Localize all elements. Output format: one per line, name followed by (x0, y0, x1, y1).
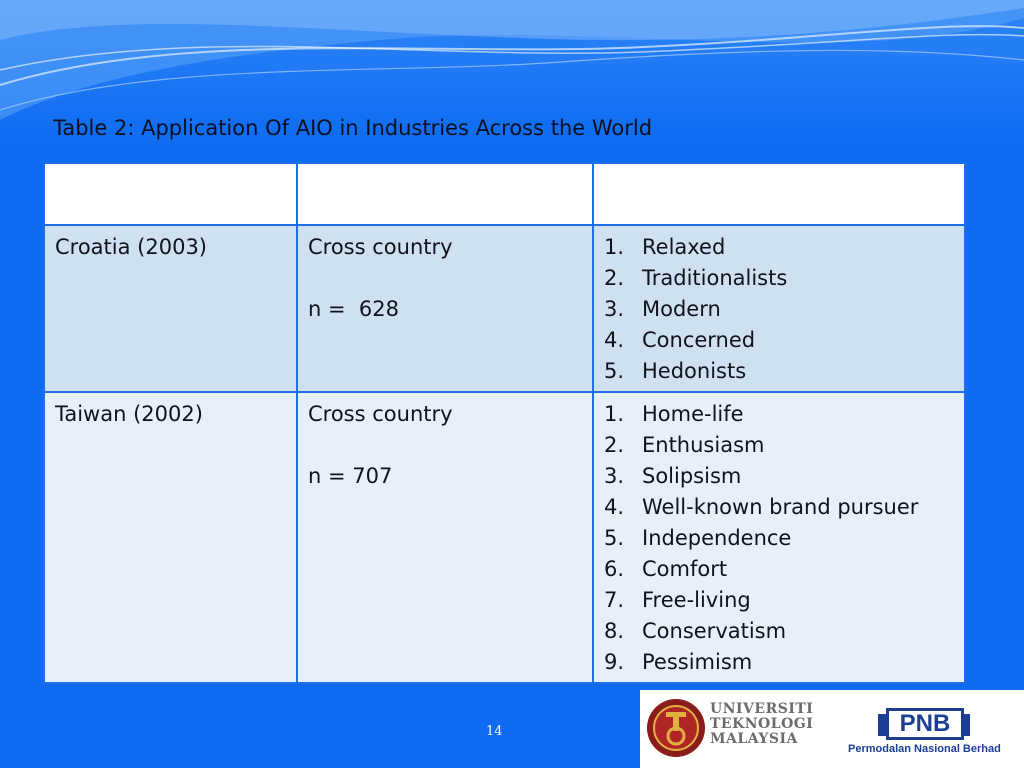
list-item: 2. Traditionalists (604, 266, 788, 290)
utm-seal-icon (646, 698, 706, 758)
list-item: 6. Comfort (604, 557, 728, 581)
sample-size: n = 707 (308, 464, 393, 488)
list-item: 7. Free-living (604, 588, 751, 612)
utm-logo-text: UNIVERSITI TEKNOLOGI MALAYSIA (710, 701, 814, 747)
list-item: 5. Hedonists (604, 359, 747, 383)
header-cell (593, 163, 965, 225)
table-row (44, 225, 965, 392)
pnb-name-text: Permodalan Nasional Berhad (848, 743, 1001, 755)
method-text: Cross country (308, 402, 453, 426)
method-text: Cross country (308, 235, 453, 259)
aio-table (43, 162, 966, 684)
list-item: 4. Well-known brand pursuer (604, 495, 919, 519)
table-header-row (44, 163, 965, 225)
list-item: 8. Conservatism (604, 619, 787, 643)
list-item: 1. Relaxed (604, 235, 726, 259)
sample-size: n = 628 (308, 297, 400, 321)
header-cell (297, 163, 593, 225)
country-cell: Taiwan (2002) (44, 392, 297, 683)
list-item: 4. Concerned (604, 328, 756, 352)
list-item: 3. Modern (604, 297, 721, 321)
page-number: 14 (486, 724, 503, 739)
segments-cell (593, 225, 965, 392)
method-cell (297, 392, 593, 683)
list-item: 5. Independence (604, 526, 792, 550)
pnb-logo: PNB (886, 708, 964, 740)
pnb-stripe-decoration (964, 714, 970, 736)
slide-title: Table 2: Application Of AIO in Industries Across the World (53, 116, 653, 140)
list-item: 3. Solipsism (604, 464, 742, 488)
table-row (44, 392, 965, 683)
segments-cell (593, 392, 965, 683)
header-cell (44, 163, 297, 225)
country-cell: Croatia (2003) (44, 225, 297, 392)
list-item: 9. Pessimism (604, 650, 753, 674)
logo-panel (640, 690, 1024, 768)
list-item: 2. Enthusiasm (604, 433, 765, 457)
list-item: 1. Home-life (604, 402, 744, 426)
method-cell (297, 225, 593, 392)
